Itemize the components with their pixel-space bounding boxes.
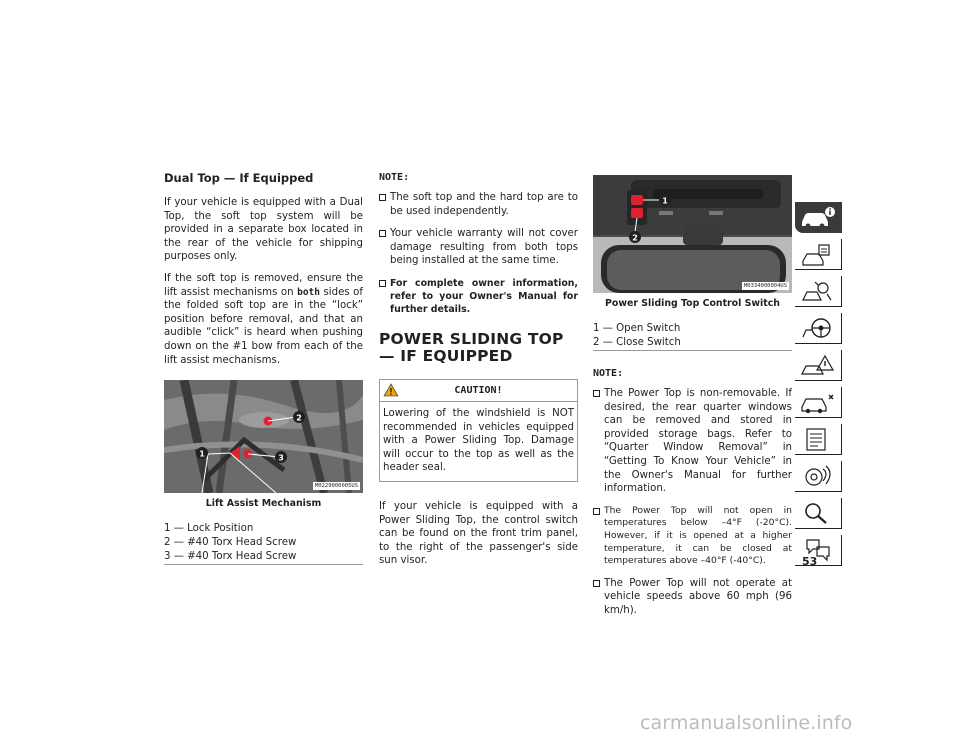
note-text: The soft top and the hard top are to be used independently. [390,192,578,217]
watermark: carmanualsonline.info [640,712,853,734]
para2-bold: both [297,286,320,298]
figure-caption: Power Sliding Top Control Switch [605,298,780,309]
power-top-paragraph: If your vehicle is equipped with a Power Sliding Top, the control switch can be found on the front trim panel, to the right of the passenger's side sun visor. [379,500,578,567]
callout-3: 3 [278,453,284,463]
tab-controls[interactable] [795,276,842,307]
note-text: The Power Top will not operate at vehicle speeds above 60 mph (96 km/h). [604,577,792,616]
search-icon [799,500,837,526]
warning-lights-icon [799,352,837,378]
caution-header [380,380,577,402]
caution-text: Lowering of the windshield is NOT recommended in vehicles equipped with a Power Sliding Top. Damage will occur to the top as well as the header seal. [383,407,574,474]
bullet-box-icon [593,508,600,515]
legend-item: 2 — Close Switch [593,337,681,348]
note-text: For complete owner information, refer to your Owner's Manual for further details. [390,277,578,315]
getting-started-icon [799,241,837,267]
control-switch-legend [593,322,792,351]
note-item [593,505,792,568]
control-switch-illustration [593,175,792,293]
note-label: NOTE: [593,368,624,379]
tab-car-info[interactable] [795,202,842,233]
tab-multimedia[interactable] [795,461,842,492]
lift-assist-legend [164,522,363,565]
legend-item: 2 — #40 Torx Head Screw [164,537,297,549]
caution-box [379,379,578,482]
tab-warning-lights[interactable] [795,350,842,381]
multimedia-icon [799,463,837,489]
column-dual-top [164,170,363,582]
callout-2: 2 [296,413,302,423]
note-text: Your vehicle warranty will not cover damage resulting from both tops being installed at the same time. [390,228,578,267]
figure-code: M0334000004US [743,283,787,289]
legend-item: 3 — #40 Torx Head Screw [164,551,297,563]
note-label: NOTE: [379,172,410,183]
bullet-box-icon [593,580,600,587]
bullet-box-icon [593,390,600,397]
tab-safety[interactable] [795,387,842,418]
safety-car-icon [799,389,837,415]
bullet-box-icon [379,194,386,201]
caution-title: CAUTION! [454,384,503,396]
section-heading-dual-top: Dual Top — If Equipped [164,171,314,185]
tab-index[interactable] [795,498,842,529]
note-item [379,191,578,218]
legend-item: 1 — Lock Position [164,523,254,535]
steering-wheel-icon [799,315,837,341]
figure-code: M0229000005US [314,483,358,490]
dual-top-paragraph-2 [164,272,363,367]
para2-start: If the soft top is removed, ensure the lift assist mechanisms on [164,272,363,298]
switch-callout-1: 1 [662,196,668,206]
note-item [593,387,792,496]
page-number: 53 [802,555,818,568]
column-notes-power-top [379,170,578,576]
warning-triangle-icon [383,383,399,397]
note-text: The Power Top will not open in temperatures below –4°F (-20°C). However, if it is opened at a higher temperature, it can be closed at temperatures above –40°F (-40°C). [604,504,792,567]
figure-caption: Lift Assist Mechanism [205,498,322,510]
column-control-switch [593,170,792,627]
checklist-icon [799,426,837,452]
tab-maintenance[interactable] [795,424,842,455]
legend-item: 1 — Open Switch [593,323,681,334]
chapter-tabs [795,202,842,572]
note-item [593,577,792,618]
bullet-box-icon [379,230,386,237]
dual-top-paragraph-1: If your vehicle is equipped with a Dual Top, the soft top system will be provided in a separate box located in the rear of the vehicle for shipping purposes only. [164,197,363,263]
para2-end: sides of the folded soft top are in the “lock” position before removal, and that an audible “click” is heard when pushing down on the #1 bow from each of the lift assist mechanisms. [164,286,363,366]
tab-getting-started[interactable] [795,239,842,270]
lift-assist-figure [164,380,363,493]
note-item [379,227,578,268]
callout-1: 1 [199,449,205,459]
control-switch-figure [593,175,792,293]
switch-callout-2: 2 [632,233,638,243]
lift-assist-illustration [164,380,363,493]
note-text: The Power Top is non-removable. If desired, the rear quarter windows can be removed and stored in provided storage bags. Refer to “Quarter Window Removal” in “Getting To Know Your Vehicle” in the Owner's Manual for further information. [604,388,792,495]
bullet-box-icon [379,280,386,287]
controls-icon [799,278,837,304]
note-item [379,277,578,316]
tab-starting-operating[interactable] [795,313,842,344]
section-heading-power-top: POWER SLIDING TOP — IF EQUIPPED [379,329,564,365]
car-info-icon [799,204,837,230]
